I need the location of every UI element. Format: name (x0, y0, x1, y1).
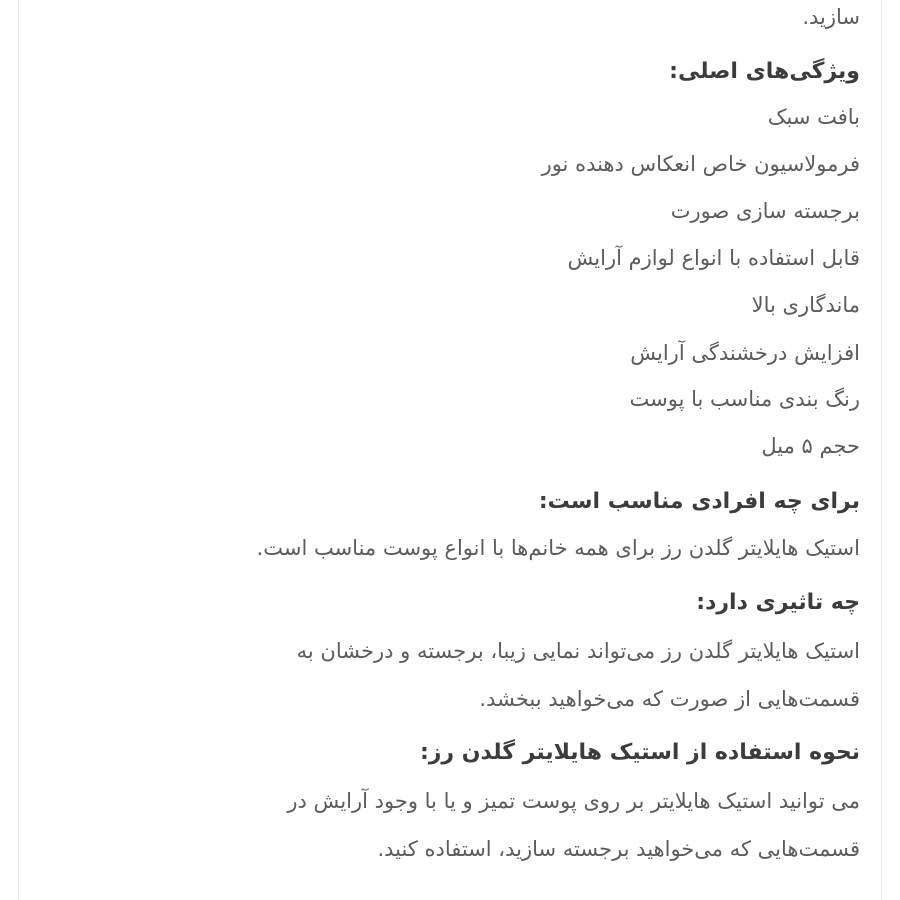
effect-heading: چه تاثیری دارد: (696, 590, 860, 615)
feature-item: حجم ۵ میل (761, 434, 860, 458)
feature-item: بافت سبک (767, 105, 860, 129)
suitable-text: استیک هایلایتر گلدن رز برای همه خانم‌ها با انواع پوست مناسب است. (256, 536, 860, 560)
usage-text-line: می توانید استیک هایلایتر بر روی پوست تمیز و یا با وجود آرایش در (287, 789, 860, 813)
suitable-heading: برای چه افرادی مناسب است: (538, 489, 860, 514)
feature-item: برجسته سازی صورت (670, 199, 860, 223)
feature-item: افزایش درخشندگی آرایش (630, 341, 860, 365)
feature-item: ماندگاری بالا (751, 293, 860, 317)
usage-text-line: قسمت‌هایی که می‌خواهید برجسته سازید، استفاده کنید. (377, 837, 860, 861)
usage-heading: نحوه استفاده از استیک هایلایتر گلدن رز: (419, 740, 860, 765)
features-heading: ویژگی‌های اصلی: (669, 59, 860, 84)
effect-text-line: قسمت‌هایی از صورت که می‌خواهید ببخشد. (479, 687, 860, 711)
intro-tail-text: سازید. (802, 5, 860, 29)
feature-item: قابل استفاده با انواع لوازم آرایش (567, 246, 860, 270)
effect-text-line: استیک هایلایتر گلدن رز می‌تواند نمایی زیبا، برجسته و درخشان به (296, 639, 860, 663)
feature-item: فرمولاسیون خاص انعکاس دهنده نور (541, 152, 860, 176)
feature-item: رنگ بندی مناسب با پوست (629, 387, 860, 411)
